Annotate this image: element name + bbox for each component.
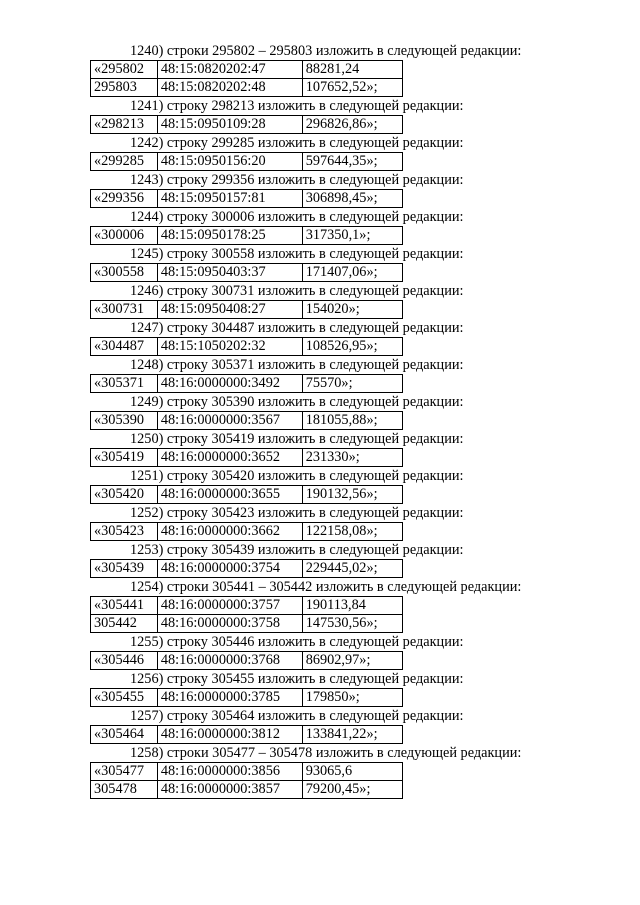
amendment-heading: 1247) строку 304487 изложить в следующей редакции:	[130, 320, 464, 336]
amendment-table	[90, 411, 403, 430]
cadastral-number-cell: 48:16:0000000:3768	[157, 652, 302, 670]
value-cell: 231330»;	[302, 449, 402, 467]
value-cell: 79200,45»;	[302, 781, 402, 799]
table-row	[91, 375, 403, 393]
row-number-cell: «298213	[91, 116, 158, 134]
cadastral-number-cell: 48:15:0950408:27	[157, 301, 302, 319]
table-row	[91, 264, 403, 282]
value-cell: 75570»;	[302, 375, 402, 393]
table-row	[91, 227, 403, 245]
table-row	[91, 763, 403, 781]
amendment-heading: 1257) строку 305464 изложить в следующей редакции:	[130, 708, 464, 724]
row-number-cell: «305439	[91, 560, 158, 578]
value-cell: 306898,45»;	[302, 190, 402, 208]
value-cell: 179850»;	[302, 689, 402, 707]
table-row	[91, 781, 403, 799]
cadastral-number-cell: 48:16:0000000:3758	[157, 615, 302, 633]
cadastral-number-cell: 48:16:0000000:3754	[157, 560, 302, 578]
amendment-heading: 1256) строку 305455 изложить в следующей редакции:	[130, 671, 464, 687]
table-row	[91, 689, 403, 707]
table-row	[91, 560, 403, 578]
table-row	[91, 412, 403, 430]
amendment-heading: 1249) строку 305390 изложить в следующей редакции:	[130, 394, 464, 410]
value-cell: 107652,52»;	[302, 79, 402, 97]
amendment-table	[90, 688, 403, 707]
cadastral-number-cell: 48:16:0000000:3492	[157, 375, 302, 393]
table-row	[91, 523, 403, 541]
amendment-heading: 1246) строку 300731 изложить в следующей редакции:	[130, 283, 464, 299]
amendment-table	[90, 725, 403, 744]
amendment-heading: 1253) строку 305439 изложить в следующей редакции:	[130, 542, 464, 558]
table-row	[91, 615, 403, 633]
amendment-table	[90, 60, 403, 97]
amendment-table	[90, 189, 403, 208]
amendment-table	[90, 263, 403, 282]
row-number-cell: «300558	[91, 264, 158, 282]
table-row	[91, 116, 403, 134]
table-row	[91, 726, 403, 744]
amendment-heading: 1254) строки 305441 – 305442 изложить в следующей редакции:	[130, 579, 522, 595]
cadastral-number-cell: 48:15:0950156:20	[157, 153, 302, 171]
row-number-cell: «299285	[91, 153, 158, 171]
amendment-table	[90, 559, 403, 578]
amendment-heading: 1252) строку 305423 изложить в следующей редакции:	[130, 505, 464, 521]
row-number-cell: «305441	[91, 597, 158, 615]
cadastral-number-cell: 48:15:0950403:37	[157, 264, 302, 282]
row-number-cell: «305419	[91, 449, 158, 467]
table-row	[91, 338, 403, 356]
amendment-heading: 1248) строку 305371 изложить в следующей редакции:	[130, 357, 464, 373]
row-number-cell: «300006	[91, 227, 158, 245]
cadastral-number-cell: 48:15:0950157:81	[157, 190, 302, 208]
value-cell: 229445,02»;	[302, 560, 402, 578]
amendment-table	[90, 152, 403, 171]
cadastral-number-cell: 48:15:0820202:48	[157, 79, 302, 97]
cadastral-number-cell: 48:15:0950109:28	[157, 116, 302, 134]
row-number-cell: 295803	[91, 79, 158, 97]
row-number-cell: 305442	[91, 615, 158, 633]
cadastral-number-cell: 48:15:1050202:32	[157, 338, 302, 356]
row-number-cell: «305477	[91, 763, 158, 781]
row-number-cell: «305446	[91, 652, 158, 670]
row-number-cell: «305464	[91, 726, 158, 744]
amendment-table	[90, 762, 403, 799]
cadastral-number-cell: 48:15:0820202:47	[157, 61, 302, 79]
table-row	[91, 301, 403, 319]
row-number-cell: «305455	[91, 689, 158, 707]
row-number-cell: «295802	[91, 61, 158, 79]
amendment-table	[90, 485, 403, 504]
amendment-heading: 1258) строки 305477 – 305478 изложить в следующей редакции:	[130, 745, 522, 761]
table-row	[91, 449, 403, 467]
row-number-cell: «305420	[91, 486, 158, 504]
row-number-cell: «304487	[91, 338, 158, 356]
amendment-table	[90, 651, 403, 670]
cadastral-number-cell: 48:16:0000000:3662	[157, 523, 302, 541]
amendment-heading: 1240) строки 295802 – 295803 изложить в следующей редакции:	[130, 43, 522, 59]
value-cell: 296826,86»;	[302, 116, 402, 134]
amendment-heading: 1250) строку 305419 изложить в следующей редакции:	[130, 431, 464, 447]
amendment-table	[90, 522, 403, 541]
amendments-list	[90, 42, 560, 799]
cadastral-number-cell: 48:16:0000000:3757	[157, 597, 302, 615]
value-cell: 93065,6	[302, 763, 402, 781]
value-cell: 597644,35»;	[302, 153, 402, 171]
row-number-cell: «299356	[91, 190, 158, 208]
value-cell: 88281,24	[302, 61, 402, 79]
cadastral-number-cell: 48:16:0000000:3812	[157, 726, 302, 744]
value-cell: 122158,08»;	[302, 523, 402, 541]
value-cell: 171407,06»;	[302, 264, 402, 282]
cadastral-number-cell: 48:16:0000000:3567	[157, 412, 302, 430]
table-row	[91, 153, 403, 171]
cadastral-number-cell: 48:16:0000000:3856	[157, 763, 302, 781]
value-cell: 86902,97»;	[302, 652, 402, 670]
value-cell: 147530,56»;	[302, 615, 402, 633]
cadastral-number-cell: 48:16:0000000:3655	[157, 486, 302, 504]
amendment-table	[90, 300, 403, 319]
amendment-table	[90, 448, 403, 467]
value-cell: 190132,56»;	[302, 486, 402, 504]
value-cell: 133841,22»;	[302, 726, 402, 744]
amendment-heading: 1251) строку 305420 изложить в следующей редакции:	[130, 468, 464, 484]
cadastral-number-cell: 48:16:0000000:3857	[157, 781, 302, 799]
value-cell: 108526,95»;	[302, 338, 402, 356]
table-row	[91, 652, 403, 670]
row-number-cell: «305423	[91, 523, 158, 541]
amendment-table	[90, 226, 403, 245]
row-number-cell: «305371	[91, 375, 158, 393]
amendment-heading: 1241) строку 298213 изложить в следующей редакции:	[130, 98, 464, 114]
value-cell: 181055,88»;	[302, 412, 402, 430]
value-cell: 190113,84	[302, 597, 402, 615]
value-cell: 317350,1»;	[302, 227, 402, 245]
amendment-table	[90, 374, 403, 393]
row-number-cell: 305478	[91, 781, 158, 799]
row-number-cell: «305390	[91, 412, 158, 430]
amendment-table	[90, 115, 403, 134]
amendment-heading: 1243) строку 299356 изложить в следующей редакции:	[130, 172, 464, 188]
table-row	[91, 61, 403, 79]
amendment-table	[90, 596, 403, 633]
amendment-heading: 1242) строку 299285 изложить в следующей редакции:	[130, 135, 464, 151]
row-number-cell: «300731	[91, 301, 158, 319]
amendment-heading: 1255) строку 305446 изложить в следующей редакции:	[130, 634, 464, 650]
table-row	[91, 190, 403, 208]
table-row	[91, 597, 403, 615]
cadastral-number-cell: 48:16:0000000:3785	[157, 689, 302, 707]
amendment-table	[90, 337, 403, 356]
amendment-heading: 1244) строку 300006 изложить в следующей редакции:	[130, 209, 464, 225]
value-cell: 154020»;	[302, 301, 402, 319]
table-row	[91, 79, 403, 97]
cadastral-number-cell: 48:16:0000000:3652	[157, 449, 302, 467]
cadastral-number-cell: 48:15:0950178:25	[157, 227, 302, 245]
amendment-heading: 1245) строку 300558 изложить в следующей редакции:	[130, 246, 464, 262]
table-row	[91, 486, 403, 504]
